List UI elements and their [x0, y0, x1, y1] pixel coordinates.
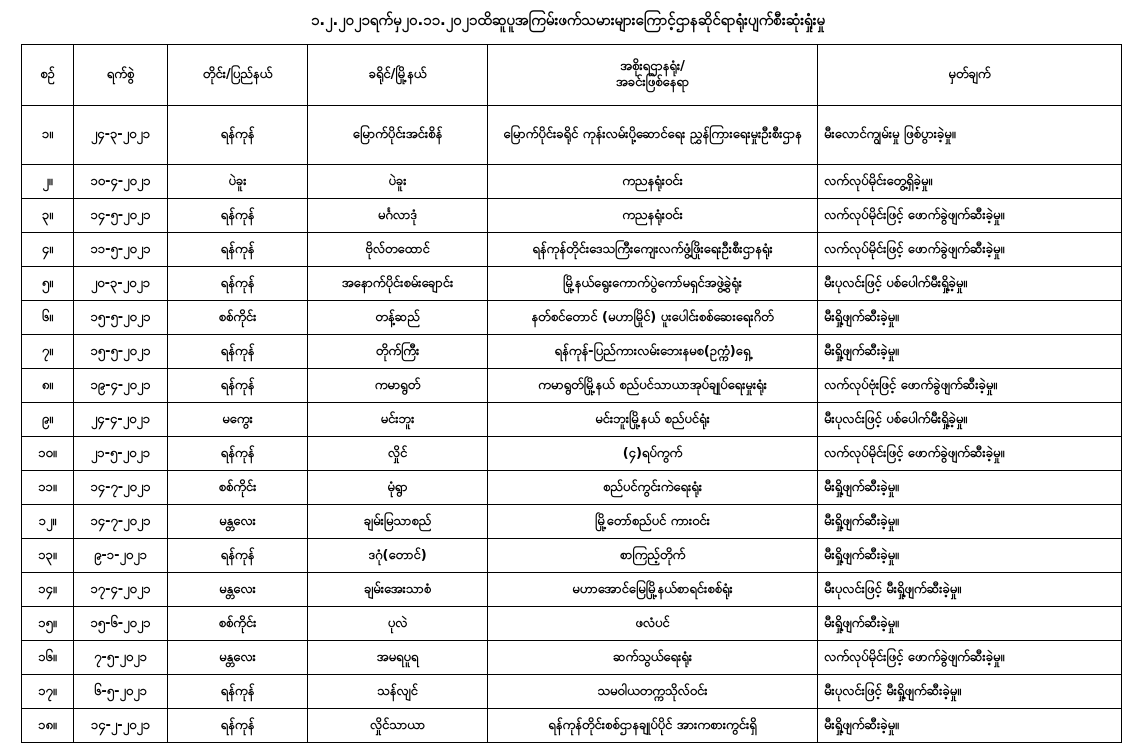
cell-no: ၁၁။ [22, 471, 74, 505]
cell-township: မုံရွာ [308, 471, 488, 505]
cell-date: ၁၄-၂-၂၀၂၁ [74, 709, 168, 743]
table-row [22, 573, 1122, 607]
table-row [22, 369, 1122, 403]
cell-no: ၈။ [22, 369, 74, 403]
cell-region: ရန်ကုန် [168, 437, 308, 471]
cell-date: ၁၄-၇-၂၀၂၁ [74, 471, 168, 505]
cell-office: (၄)ရပ်ကွက် [488, 437, 818, 471]
cell-date: ၂၄-၃-၂၀၂၁ [74, 106, 168, 165]
cell-region: ပဲခူး [168, 165, 308, 199]
cell-office: ကညနရုံးဝင်း [488, 199, 818, 233]
cell-office: မြောက်ပိုင်းခရိုင် ကုန်းလမ်းပို့ဆောင်ရေး ညွှန်ကြားရေးမှုးဦးစီးဌာန [488, 106, 818, 165]
cell-region: မကွေး [168, 403, 308, 437]
cell-remark: မီးပုလင်းဖြင့် မီးရှို့ဖျက်ဆီးခဲ့မှု။ [818, 675, 1122, 709]
cell-region: မန္တလေး [168, 641, 308, 675]
cell-date: ၂၁-၅-၂၀၂၁ [74, 437, 168, 471]
cell-office: စာကြည့်တိုက် [488, 539, 818, 573]
cell-remark: မီးရှို့ဖျက်ဆီးခဲ့မှု။ [818, 335, 1122, 369]
cell-remark: မီးရှို့ဖျက်ဆီးခဲ့မှု။ [818, 505, 1122, 539]
table-row [22, 233, 1122, 267]
cell-township: လှိုင် [308, 437, 488, 471]
cell-no: ၁။ [22, 106, 74, 165]
header-no: စဉ် [22, 45, 74, 106]
cell-township: ဒဂုံ(တောင်) [308, 539, 488, 573]
cell-no: ၆။ [22, 301, 74, 335]
table-row [22, 165, 1122, 199]
table-row [22, 335, 1122, 369]
cell-remark: လက်လုပ်ဗုံးဖြင့် ဖောက်ခွဲဖျက်ဆီးခဲ့မှု။ [818, 369, 1122, 403]
cell-no: ၁၆။ [22, 641, 74, 675]
cell-township: အမရပူရ [308, 641, 488, 675]
cell-no: ၅။ [22, 267, 74, 301]
cell-office: သမဝါယတက္ကသိုလ်ဝင်း [488, 675, 818, 709]
document-title: ၁.၂.၂၀၂၁ရက်မှ၂၀.၁၁.၂၀၂၁ထိဆူပူအကြမ်းဖက်သမားများကြောင့်ဌာနဆိုင်ရာရုံးပျက်စီးဆုံးရှုံးမှု [310, 11, 826, 29]
cell-remark: လက်လုပ်မိုင်းဖြင့် ဖောက်ခွဲဖျက်ဆီးခဲ့မှု။ [818, 199, 1122, 233]
cell-remark: မီးရှို့ဖျက်ဆီးခဲ့မှု။ [818, 471, 1122, 505]
cell-office: မဟာအောင်မြေမြို့နယ်စာရင်းစစ်ရုံး [488, 573, 818, 607]
cell-region: စစ်ကိုင်း [168, 301, 308, 335]
table-row [22, 106, 1122, 165]
table-row [22, 267, 1122, 301]
cell-township: ပဲခူး [308, 165, 488, 199]
cell-township: မြောက်ပိုင်းအင်းစိန် [308, 106, 488, 165]
cell-office: ရန်ကုန်-ပြည်ကားလမ်းဘေးနမစ(ဥက္ကံ)ရှေ့ [488, 335, 818, 369]
cell-date: ၆-၅-၂၀၂၁ [74, 675, 168, 709]
cell-office: ရန်ကုန်တိုင်းဒေသကြီးကျေးလက်ဖွံ့ဖြိုးရေးဦးစီးဌာနရုံး [488, 233, 818, 267]
cell-date: ၉-၁-၂၀၂၁ [74, 539, 168, 573]
cell-no: ၂။ [22, 165, 74, 199]
cell-region: ရန်ကုန် [168, 233, 308, 267]
cell-township: မင်းဘူး [308, 403, 488, 437]
table-row [22, 709, 1122, 743]
cell-office: စည်ပင်ကွင်းကဲရေးရုံး [488, 471, 818, 505]
cell-township: မင်္ဂလာဒုံ [308, 199, 488, 233]
table-row [22, 437, 1122, 471]
cell-remark: မီးရှို့ဖျက်ဆီးခဲ့မှု။ [818, 607, 1122, 641]
cell-date: ၁၅-၅-၂၀၂၁ [74, 335, 168, 369]
cell-no: ၃။ [22, 199, 74, 233]
cell-no: ၁၈။ [22, 709, 74, 743]
cell-region: စစ်ကိုင်း [168, 607, 308, 641]
cell-office: ဆက်သွယ်ရေးရုံး [488, 641, 818, 675]
header-region: တိုင်း/ပြည်နယ် [168, 45, 308, 106]
cell-region: ရန်ကုန် [168, 199, 308, 233]
cell-township: ပုလဲ [308, 607, 488, 641]
cell-no: ၇။ [22, 335, 74, 369]
cell-township: ဗိုလ်တထောင် [308, 233, 488, 267]
cell-region: ရန်ကုန် [168, 335, 308, 369]
cell-date: ၁၄-၇-၂၀၂၁ [74, 505, 168, 539]
cell-township: လှိုင်သာယာ [308, 709, 488, 743]
table-row [22, 675, 1122, 709]
cell-remark: မီးလောင်ကျွမ်းမှု ဖြစ်ပွားခဲ့မှု။ [818, 106, 1122, 165]
cell-remark: မီးရှို့ဖျက်ဆီးခဲ့မှု။ [818, 709, 1122, 743]
cell-remark: မီးပုလင်းဖြင့် ပစ်ပေါက်မီးရှို့ခဲ့မှု။ [818, 403, 1122, 437]
table-row [22, 301, 1122, 335]
cell-date: ၁၁-၅-၂၀၂၁ [74, 233, 168, 267]
cell-remark: လက်လုပ်မိုင်းဖြင့် ဖောက်ခွဲဖျက်ဆီးခဲ့မှု။ [818, 437, 1122, 471]
table-row [22, 607, 1122, 641]
cell-remark: မီးရှို့ဖျက်ဆီးခဲ့မှု။ [818, 301, 1122, 335]
header-remark: မှတ်ချက် [818, 45, 1122, 106]
cell-township: ကမာရွတ် [308, 369, 488, 403]
cell-office: ကမာရွတ်မြို့နယ် စည်ပင်သာယာအုပ်ချုပ်ရေးမှုးရုံး [488, 369, 818, 403]
cell-no: ၁၀။ [22, 437, 74, 471]
cell-region: ရန်ကုန် [168, 709, 308, 743]
cell-office: ဖလံပင် [488, 607, 818, 641]
cell-township: တိုက်ကြီး [308, 335, 488, 369]
cell-date: ၂၀-၃-၂၀၂၁ [74, 267, 168, 301]
cell-region: မန္တလေး [168, 505, 308, 539]
cell-region: ရန်ကုန် [168, 267, 308, 301]
cell-township: အနောက်ပိုင်းစမ်းချောင်း [308, 267, 488, 301]
cell-office: ရန်ကုန်တိုင်းစစ်ဌာနချုပ်ပိုင် အားကစားကွင်းရှိ [488, 709, 818, 743]
table-row [22, 641, 1122, 675]
cell-remark: မီးရှို့ဖျက်ဆီးခဲ့မှု။ [818, 539, 1122, 573]
cell-date: ၁၉-၄-၂၀၂၁ [74, 369, 168, 403]
cell-remark: လက်လုပ်မိုင်းတွေ့ရှိခဲ့မှု။ [818, 165, 1122, 199]
table-body [22, 106, 1122, 743]
cell-date: ၁၄-၅-၂၀၂၁ [74, 199, 168, 233]
cell-no: ၉။ [22, 403, 74, 437]
cell-region: ရန်ကုန် [168, 539, 308, 573]
cell-township: သန်လျင် [308, 675, 488, 709]
cell-office: နတ်စင်တောင် (မဟာမြိုင်) ပူးပေါင်းစစ်ဆေးရေးဂိတ် [488, 301, 818, 335]
cell-remark: မီးပုလင်းဖြင့် ပစ်ပေါက်မီးရှို့ခဲ့မှု။ [818, 267, 1122, 301]
cell-office: ကညနရုံးဝင်း [488, 165, 818, 199]
cell-no: ၁၅။ [22, 607, 74, 641]
cell-remark: မီးပုလင်းဖြင့် မီးရှို့ဖျက်ဆီးခဲ့မှု။ [818, 573, 1122, 607]
cell-date: ၁၅-၆-၂၀၂၁ [74, 607, 168, 641]
header-row [22, 45, 1122, 106]
cell-township: ချမ်းအေးသာစံ [308, 573, 488, 607]
cell-region: မန္တလေး [168, 573, 308, 607]
table-row [22, 403, 1122, 437]
cell-date: ၇-၅-၂၀၂၁ [74, 641, 168, 675]
cell-office: မြို့တော်စည်ပင် ကားဝင်း [488, 505, 818, 539]
cell-date: ၁၇-၄-၂၀၂၁ [74, 573, 168, 607]
cell-region: ရန်ကုန် [168, 369, 308, 403]
table-row [22, 505, 1122, 539]
cell-region: ရန်ကုန် [168, 106, 308, 165]
cell-office: မင်းဘူးမြို့နယ် စည်ပင်ရုံး [488, 403, 818, 437]
cell-office: မြို့နယ်ရွေးကောက်ပွဲကော်မရှင်အဖွဲ့ခွဲရုံး [488, 267, 818, 301]
cell-remark: လက်လုပ်မိုင်းဖြင့် ဖောက်ခွဲဖျက်ဆီးခဲ့မှု။ [818, 233, 1122, 267]
table-row [22, 199, 1122, 233]
incident-table [21, 44, 1122, 743]
cell-date: ၁၀-၄-၂၀၂၁ [74, 165, 168, 199]
header-office-line2: အခင်းဖြစ်နေရာ [615, 75, 690, 90]
cell-date: ၁၅-၅-၂၀၂၁ [74, 301, 168, 335]
cell-remark: လက်လုပ်မိုင်းဖြင့် ဖောက်ခွဲဖျက်ဆီးခဲ့မှု။ [818, 641, 1122, 675]
table-row [22, 539, 1122, 573]
cell-township: ချမ်းမြသာစည် [308, 505, 488, 539]
cell-no: ၁၄။ [22, 573, 74, 607]
cell-region: ရန်ကုန် [168, 675, 308, 709]
header-office [488, 45, 818, 106]
cell-no: ၁၇။ [22, 675, 74, 709]
table-row [22, 471, 1122, 505]
header-office-line1: အစိုးရဌာနရုံး/ [620, 59, 685, 74]
cell-township: တန့်ဆည် [308, 301, 488, 335]
cell-no: ၁၂။ [22, 505, 74, 539]
cell-no: ၁၃။ [22, 539, 74, 573]
cell-date: ၂၄-၄-၂၀၂၁ [74, 403, 168, 437]
cell-region: စစ်ကိုင်း [168, 471, 308, 505]
header-date: ရက်စွဲ [74, 45, 168, 106]
cell-no: ၄။ [22, 233, 74, 267]
header-township: ခရိုင်/မြို့နယ် [308, 45, 488, 106]
